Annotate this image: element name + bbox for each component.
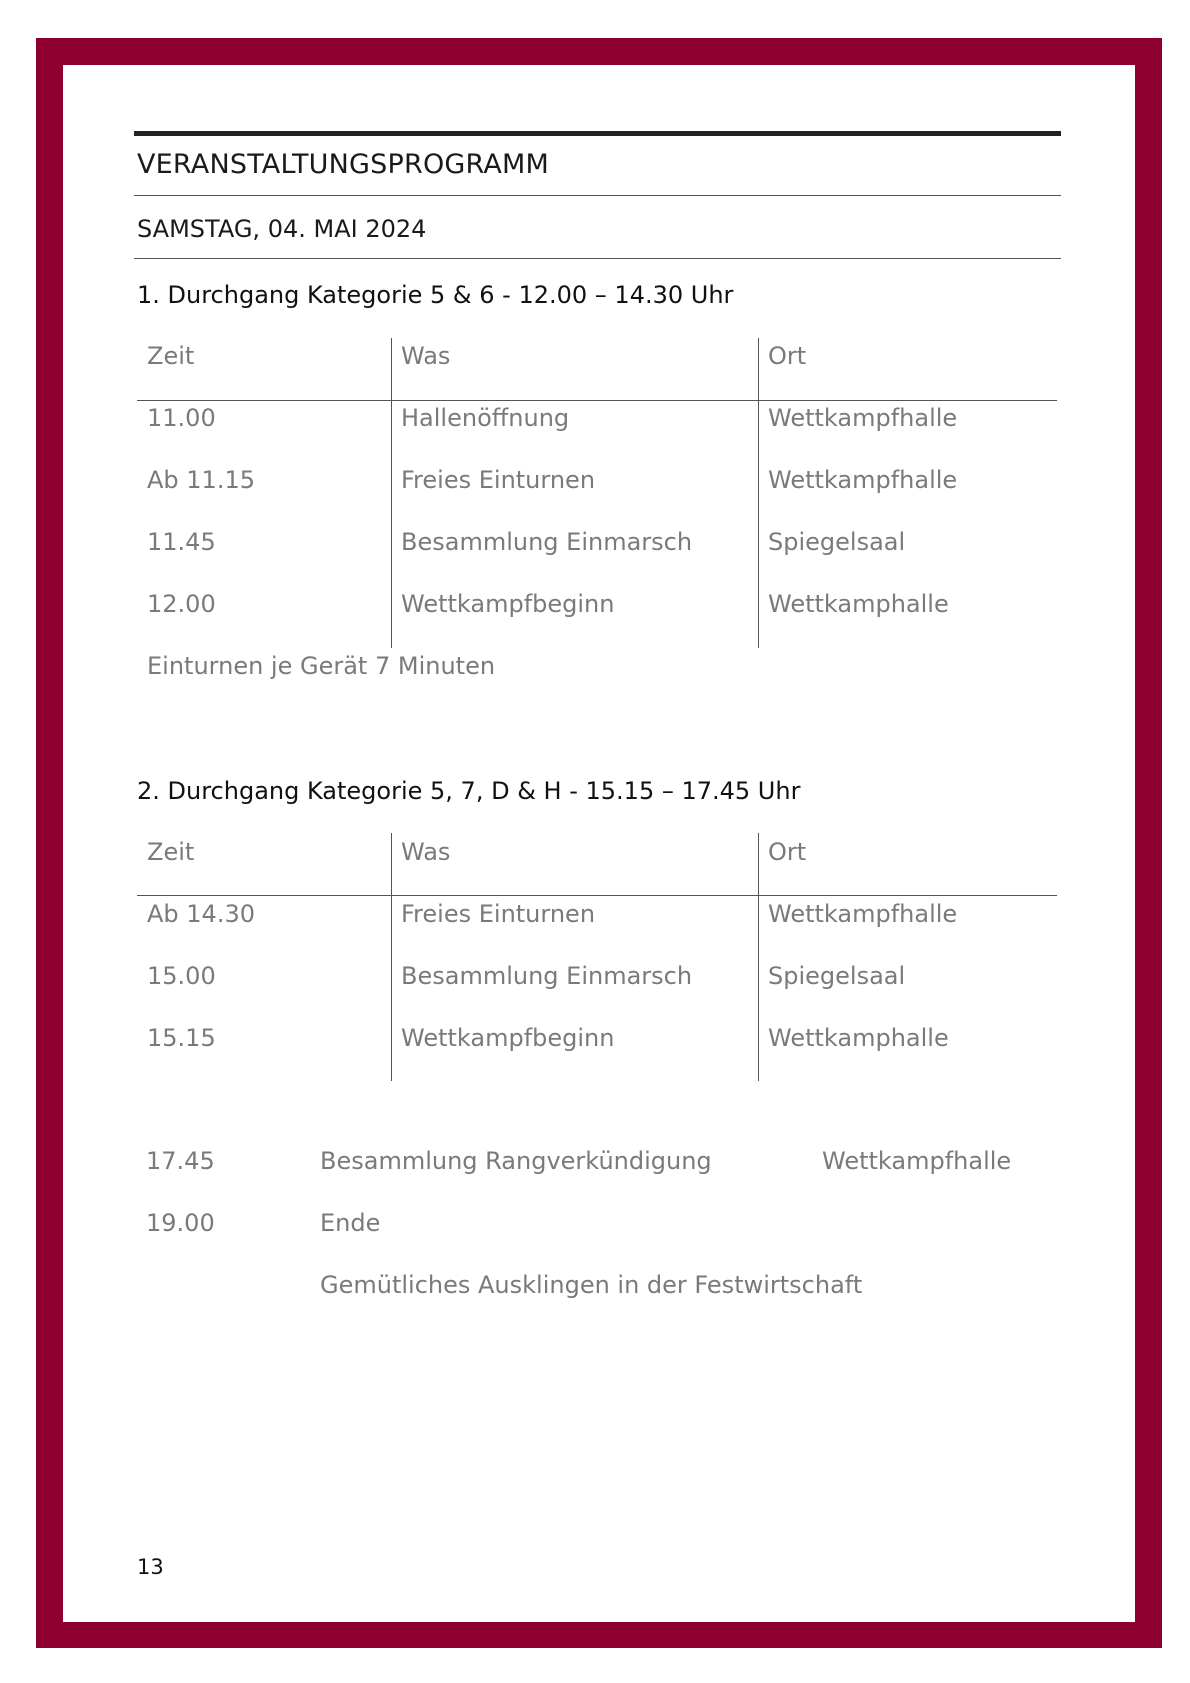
column-divider xyxy=(758,833,759,1081)
date-divider xyxy=(134,258,1061,259)
closing-activity: Besammlung Rangverkündigung xyxy=(320,1147,712,1175)
table-cell-location: Spiegelsaal xyxy=(768,528,906,556)
table-cell-activity: Wettkampfbeginn xyxy=(401,590,615,618)
column-divider xyxy=(391,833,392,1081)
page-title: VERANSTALTUNGSPROGRAMM xyxy=(137,149,550,180)
header-zeit: Zeit xyxy=(147,342,195,370)
table-cell-activity: Besammlung Einmarsch xyxy=(401,962,693,990)
header-was: Was xyxy=(401,342,451,370)
table-cell-time: Ab 11.15 xyxy=(147,466,255,494)
table-cell-location: Spiegelsaal xyxy=(768,962,906,990)
event-date: SAMSTAG, 04. MAI 2024 xyxy=(137,215,427,243)
header-was: Was xyxy=(401,838,451,866)
closing-time: 19.00 xyxy=(146,1209,215,1237)
closing-time: 17.45 xyxy=(146,1147,215,1175)
table-cell-time: 15.00 xyxy=(147,962,216,990)
header-zeit: Zeit xyxy=(147,838,195,866)
table-cell-time: 15.15 xyxy=(147,1024,216,1052)
title-divider xyxy=(134,195,1061,196)
table-cell-location: Wettkampfhalle xyxy=(768,404,958,432)
header-rule xyxy=(137,895,1057,896)
table-cell-location: Wettkampfhalle xyxy=(768,466,958,494)
section1-heading: 1. Durchgang Kategorie 5 & 6 - 12.00 – 14.30 Uhr xyxy=(137,281,734,309)
table-cell-location: Wettkamphalle xyxy=(768,1024,949,1052)
table-cell-time: 12.00 xyxy=(147,590,216,618)
table-cell-activity: Wettkampfbeginn xyxy=(401,1024,615,1052)
section1-note: Einturnen je Gerät 7 Minuten xyxy=(147,652,496,680)
page-number: 13 xyxy=(137,1555,164,1579)
closing-location: Wettkampfhalle xyxy=(822,1147,1012,1175)
table-cell-time: Ab 14.30 xyxy=(147,900,255,928)
table-cell-time: 11.45 xyxy=(147,528,216,556)
table-cell-time: 11.00 xyxy=(147,404,216,432)
closing-activity: Ende xyxy=(320,1209,381,1237)
header-ort: Ort xyxy=(768,342,807,370)
section2-heading: 2. Durchgang Kategorie 5, 7, D & H - 15.15 – 17.45 Uhr xyxy=(137,777,801,805)
column-divider xyxy=(758,338,759,648)
table-cell-location: Wettkampfhalle xyxy=(768,900,958,928)
top-rule xyxy=(134,131,1061,136)
header-ort: Ort xyxy=(768,838,807,866)
table-cell-activity: Hallenöffnung xyxy=(401,404,570,432)
table-cell-activity: Freies Einturnen xyxy=(401,900,596,928)
table-cell-activity: Freies Einturnen xyxy=(401,466,596,494)
column-divider xyxy=(391,338,392,648)
table-cell-location: Wettkamphalle xyxy=(768,590,949,618)
table-cell-activity: Besammlung Einmarsch xyxy=(401,528,693,556)
header-rule xyxy=(137,400,1057,401)
closing-activity: Gemütliches Ausklingen in der Festwirtschaft xyxy=(320,1271,863,1299)
